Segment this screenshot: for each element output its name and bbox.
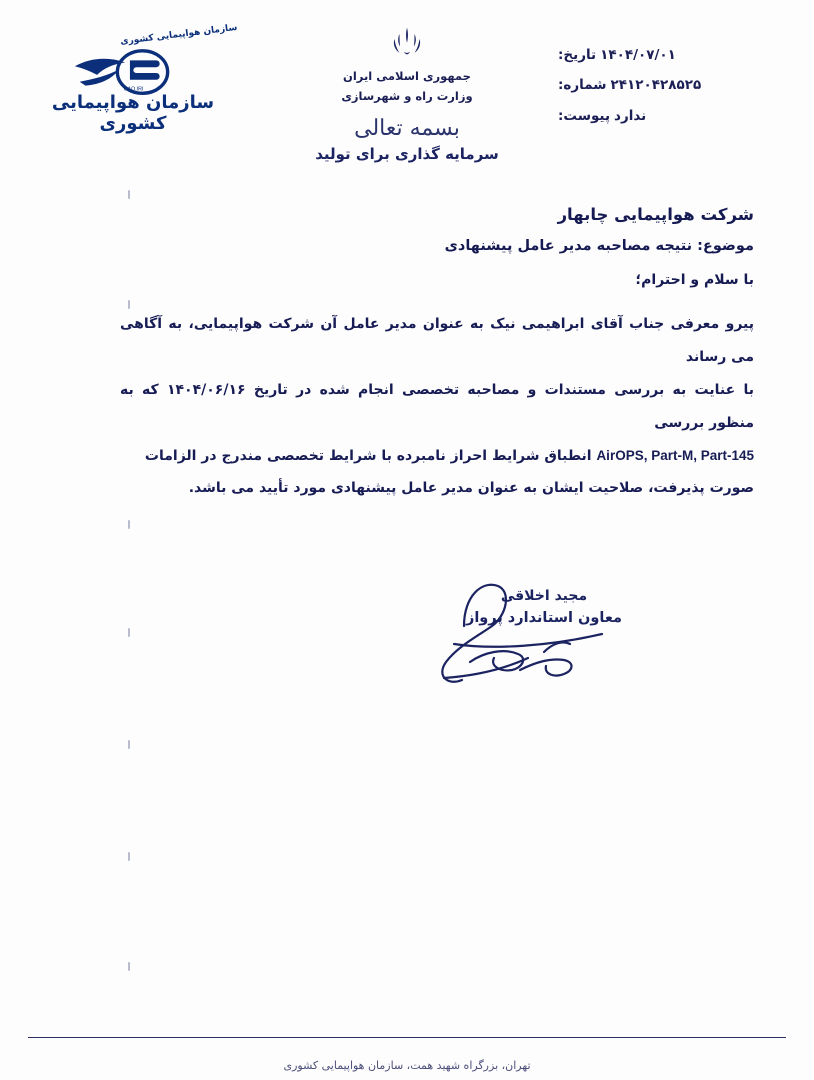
signatory-title: معاون استاندارد پرواز (465, 610, 623, 626)
meta-attachment-label: پیوست: (558, 107, 611, 124)
footer-divider (28, 1037, 786, 1038)
year-slogan: سرمایه گذاری برای تولید (315, 145, 499, 163)
meta-number-value: ۲۴۱۲۰۴۲۸۵۲۵ (610, 77, 702, 94)
fold-mark (128, 740, 130, 749)
organization-logo (28, 22, 238, 148)
subject-line: موضوع: نتیجه مصاحبه مدیر عامل پیشنهادی (444, 238, 754, 254)
meta-attachment-value: ندارد (614, 107, 647, 124)
paragraph-line-2: با عنایت به بررسی مستندات و مصاحبه تخصصی انجام شده در تاریخ ۱۴۰۴/۰۶/۱۶ که به منظور بررسی (120, 381, 754, 431)
addressee: شرکت هواپیمایی چابهار (557, 205, 754, 224)
logo-top-wordmark: سازمان هواپیمایی کشوری (119, 22, 238, 48)
regulation-references: AirOPS, Part-M, Part-145 (596, 447, 754, 463)
salutation: با سلام و احترام؛ (635, 272, 754, 288)
fold-mark (128, 190, 130, 199)
paragraph-line-3-text: انطباق شرایط احراز نامبرده با شرایط تخصصی مندرج در الزامات (144, 447, 592, 464)
signatory-name: مجید اخلاقی (500, 588, 588, 604)
ministry-line-2: وزارت راه و شهرسازی (341, 89, 473, 104)
letter-header (0, 18, 814, 153)
signature-block (424, 588, 664, 626)
fold-mark (128, 962, 130, 971)
bismillah-text: بسمه تعالی (354, 116, 460, 142)
fold-mark (128, 628, 130, 637)
letter-body (120, 205, 754, 505)
svg-text:CAO.IRI: CAO.IRI (123, 86, 144, 93)
paragraph-line-3 (120, 440, 754, 473)
ministry-line-1: جمهوری اسلامی ایران (343, 69, 471, 83)
iran-emblem-icon (387, 24, 427, 64)
paragraph-line-1: پیرو معرفی جناب آقای ابراهیمی نیک به عنوان مدیر عامل آن شرکت هواپیمایی، به آگاهی می رساند (120, 316, 754, 365)
logo-bottom-wordmark: سازمان هواپیمایی کشوری (51, 92, 215, 134)
paragraph-line-4: صورت پذیرفت، صلاحیت ایشان به عنوان مدیر عامل پیشنهادی مورد تأیید می باشد. (188, 480, 754, 497)
footer-address: تهران، بزرگراه شهید همت، سازمان هواپیمایی کشوری (283, 1059, 531, 1072)
meta-date-label: تاریخ: (558, 47, 597, 63)
meta-number-label: شماره: (558, 77, 607, 94)
meta-date-value: ۱۴۰۴/۰۷/۰۱ (600, 47, 676, 63)
fold-mark (128, 300, 130, 309)
fold-mark (128, 852, 130, 861)
handwritten-signature-icon (424, 566, 674, 696)
fold-mark (128, 520, 130, 529)
